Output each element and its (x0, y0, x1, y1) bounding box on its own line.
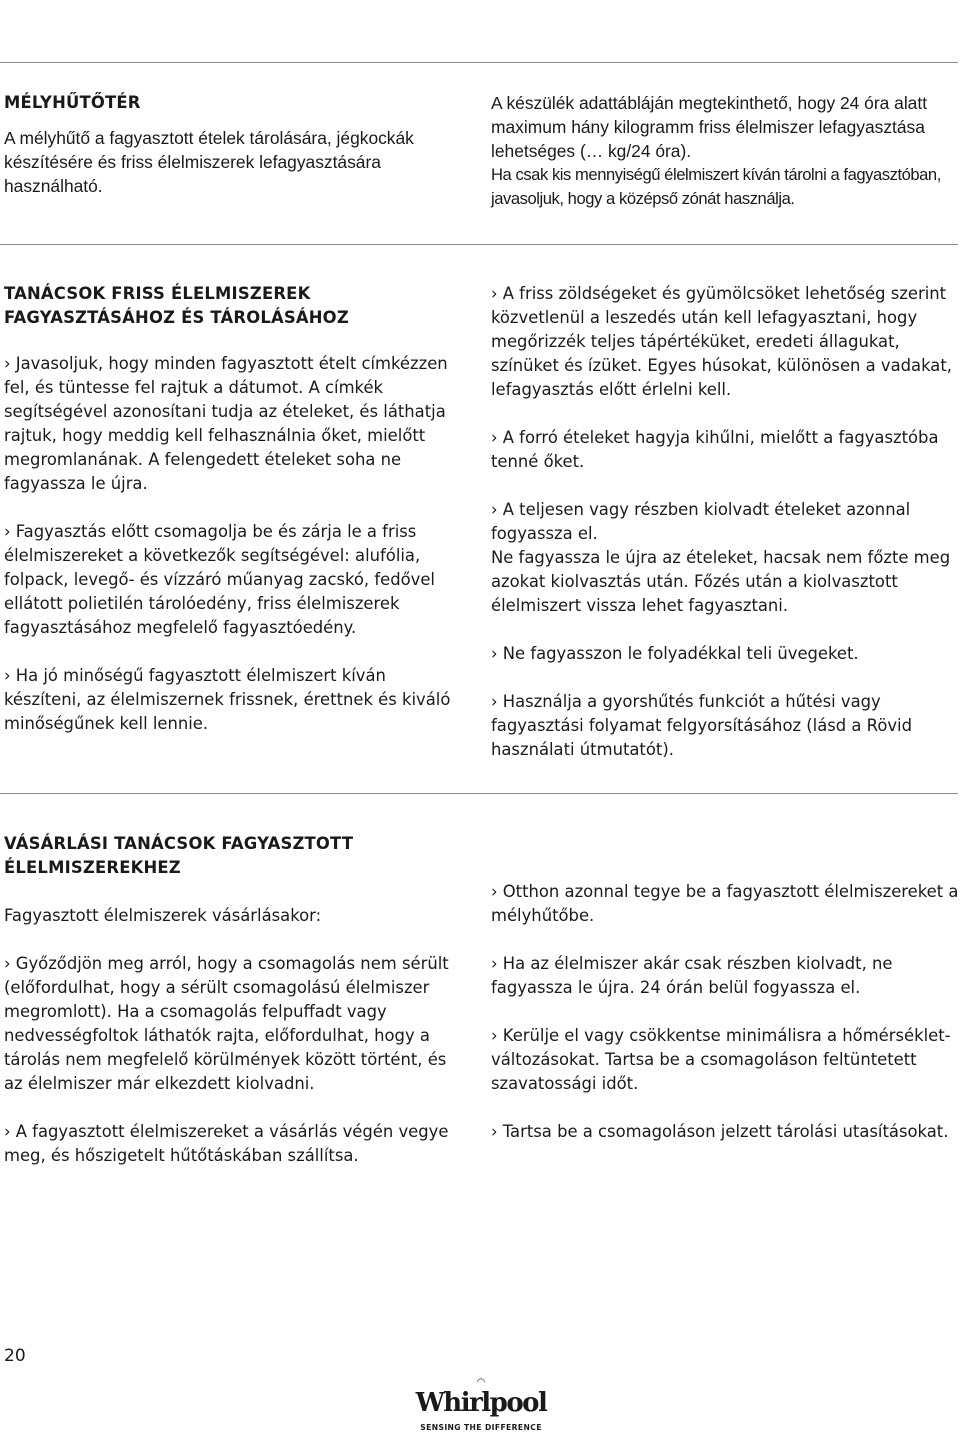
top-rule (0, 62, 958, 63)
fresh-tip-thawed: › A teljesen vagy részben kiolvadt ételeket azonnal fogyassza el. (491, 500, 911, 543)
shopping-tip-transport: › A fagyasztott élelmiszereket a vásárlás végén vegye meg, és hőszigetelt hűtőtáskában szállítsa. (4, 1122, 449, 1165)
fresh-tip-fast-cool: › Használja a gyorshűtés funkciót a hűtési vagy fagyasztási folyamat felgyorsításához (lásd a Rövid használati útmutatót). (491, 692, 913, 759)
fresh-tip-thawed-continuation: Ne fagyassza le újra az ételeket, hacsak nem főzte meg azokat kiolvasztás után. Főzés után a kiolvasztott élelmiszert vissza lehet fagyasztani. (491, 548, 951, 615)
page-number: 20 (4, 1346, 26, 1366)
fresh-tip-wrapping: › Fagyasztás előtt csomagolja be és zárja le a friss élelmiszereket a következők segítségével: alufólia, folpack, levegő- és vízzáró műanyag zacskó, fedővel ellátott polietilén tárolóedény, friss élelmiszerek fagyasztásához megfelelő fagyasztóedény. (4, 522, 435, 637)
fresh-food-title-line2: FAGYASZTÁSÁHOZ ÉS TÁROLÁSÁHOZ (4, 308, 349, 327)
section-rule-1 (0, 244, 958, 245)
freezer-middle-zone-note: Ha csak kis mennyiségű élelmiszert kíván tárolni a fagyasztóban, javasoljuk, hogy a középső zónát használja. (491, 165, 941, 208)
shopping-tip-partially-thawed: › Ha az élelmiszer akár csak részben kiolvadt, ne fagyassza le újra. 24 órán belül fogyassza el. (491, 954, 893, 997)
section-rule-2 (0, 793, 958, 794)
fresh-tip-bottles: › Ne fagyasszon le folyadékkal teli üvegeket. (491, 644, 859, 663)
svg-text:◠: ◠ (476, 1377, 486, 1388)
fresh-tip-hot-food: › A forró ételeket hagyja kihűlni, mielőtt a fagyasztóba tenné őket. (491, 428, 939, 471)
shopping-tip-at-home: › Otthon azonnal tegye be a fagyasztott élelmiszereket a mélyhűtőbe. (491, 882, 959, 925)
shopping-tip-packaging: › Győződjön meg arról, hogy a csomagolás nem sérült (előfordulhat, hogy a sérült csomagolású élelmiszer megromlott). Ha a csomagolás felpuffadt vagy nedvességfoltok láthatók rajta, előfordulhat, hogy a tárolás nem megfelelő körülmények között történt, és az élelmiszer már elkezdett kiolvadni. (4, 954, 449, 1093)
logo-tagline: SENSING THE DIFFERENCE (420, 1423, 542, 1432)
shopping-tip-temperature: › Kerülje el vagy csökkentse minimálisra a hőmérséklet-változásokat. Tartsa be a csomagoláson feltüntetett szavatossági időt. (491, 1026, 951, 1093)
freezer-left-column (4, 91, 444, 198)
fresh-food-left-column (4, 282, 454, 736)
freezer-title: MÉLYHŰTŐTÉR (4, 93, 141, 112)
fresh-tip-quality: › Ha jó minőségű fagyasztott élelmiszert kíván készíteni, az élelmiszernek frissnek, érettnek és kiváló minőségűnek kell lennie. (4, 666, 451, 733)
fresh-food-title-line1: TANÁCSOK FRISS ÉLELMISZEREK (4, 284, 311, 303)
shopping-tip-storage-instructions: › Tartsa be a csomagoláson jelzett tárolási utasításokat. (491, 1122, 949, 1141)
shopping-intro: Fagyasztott élelmiszerek vásárlásakor: (4, 906, 322, 925)
freezer-capacity-text: A készülék adattábláján megtekinthető, hogy 24 óra alatt maximum hány kilogramm friss élelmiszer lefagyasztása lehetséges (… kg/24 óra). (491, 93, 928, 161)
freezer-right-column (491, 91, 959, 211)
logo-wordmark: Whirlpool (415, 1388, 547, 1418)
fresh-tip-labeling: › Javasoljuk, hogy minden fagyasztott ételt címkézzen fel, és tüntesse fel rajtuk a dátumot. A címkék segítségével azonosítani tudja az ételeket, és láthatja rajtuk, hogy meddig kell felhasználnia őket, mielőtt megromlanának. A felengedett ételeket soha ne fagyassza le újra. (4, 354, 448, 493)
freezer-description: A mélyhűtő a fagyasztott ételek tárolására, jégkockák készítésére és friss élelmiszerek lefagyasztására használható. (4, 128, 414, 196)
shopping-left-column (4, 832, 454, 1168)
shopping-right-column (491, 880, 959, 1144)
shopping-title-line1: VÁSÁRLÁSI TANÁCSOK FAGYASZTOTT (4, 834, 354, 853)
shopping-title-line2: ÉLELMISZEREKHEZ (4, 858, 181, 877)
fresh-tip-vegetables: › A friss zöldségeket és gyümölcsöket lehetőség szerint közvetlenül a leszedés után kell lefagyasztani, hogy megőrizzék teljes tápértéküket, eredeti állagukat, színüket és ízüket. Egyes húsokat, különösen a vadakat, lefagyasztás előtt érlelni kell. (491, 284, 952, 399)
whirlpool-logo (415, 1376, 547, 1432)
fresh-food-right-column (491, 282, 959, 762)
